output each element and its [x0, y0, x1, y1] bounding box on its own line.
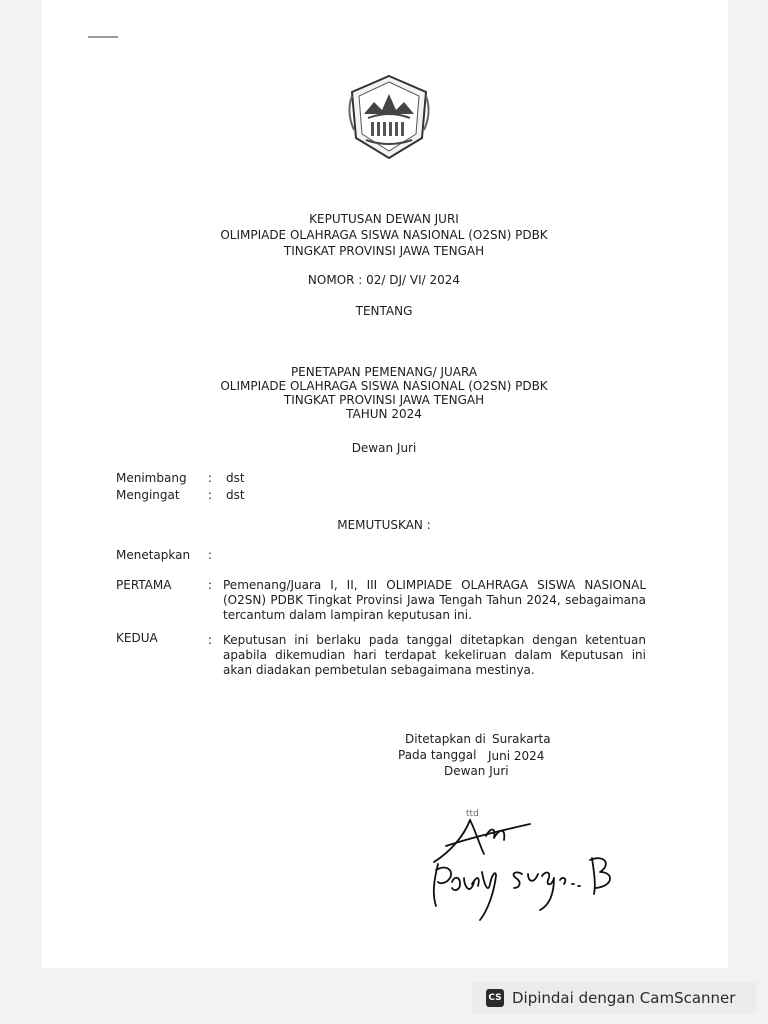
- date-value: Juni 2024: [488, 749, 545, 763]
- camscanner-watermark: [472, 982, 756, 1014]
- decree-number: NOMOR : 02/ DJ/ VI/ 2024: [307, 273, 461, 287]
- subject-block: [0, 365, 768, 421]
- signatory-label: Dewan Juri: [444, 764, 509, 778]
- menetapkan-label: Menetapkan: [116, 548, 191, 562]
- place-value: Surakarta: [492, 732, 551, 746]
- mengingat-colon: :: [208, 488, 213, 502]
- decision-heading: MEMUTUSKAN :: [337, 518, 431, 532]
- kedua-text: Keputusan ini berlaku pada tanggal ditetapkan dengan ketentuan apabila dikemudian hari terdapat kekeliruan dalam Keputusan ini akan diadakan pembetulan sebagaimana mestinya.: [223, 633, 646, 677]
- tentang-label: TENTANG: [355, 304, 413, 318]
- menimbang-value: dst: [226, 471, 245, 485]
- menetapkan-colon: :: [208, 548, 213, 562]
- issuer-label: Dewan Juri: [351, 441, 417, 455]
- pertama-colon: :: [208, 578, 213, 592]
- date-label: Pada tanggal: [398, 748, 477, 762]
- menimbang-colon: :: [208, 471, 213, 485]
- ttd-mark: ttd: [466, 809, 479, 819]
- header-title: KEPUTUSAN DEWAN JURI: [309, 212, 459, 226]
- kedua-label: KEDUA: [116, 631, 158, 645]
- camscanner-text: Dipindai dengan CamScanner: [512, 989, 736, 1007]
- header-event: OLIMPIADE OLAHRAGA SISWA NASIONAL (O2SN) PDBK: [220, 228, 548, 242]
- mengingat-label: Mengingat: [116, 488, 180, 502]
- scan-mark: [88, 36, 118, 38]
- mengingat-value: dst: [226, 488, 245, 502]
- jawa-tengah-emblem-icon: [344, 72, 434, 162]
- subject-year: TAHUN 2024: [346, 407, 422, 421]
- pertama-text: Pemenang/Juara I, II, III OLIMPIADE OLAHRAGA SISWA NASIONAL (O2SN) PDBK Tingkat Provinsi Jawa Tengah Tahun 2024, sebagaimana tercantum dalam lampiran keputusan ini.: [223, 578, 646, 622]
- handwritten-signature-icon: [424, 812, 624, 922]
- subject-event: OLIMPIADE OLAHRAGA SISWA NASIONAL (O2SN) PDBK: [220, 379, 548, 393]
- camscanner-logo-icon: CS: [486, 989, 504, 1007]
- kedua-colon: :: [208, 633, 213, 647]
- subject-title: PENETAPAN PEMENANG/ JUARA: [290, 365, 478, 379]
- header-block: [0, 211, 768, 259]
- subject-level: TINGKAT PROVINSI JAWA TENGAH: [283, 393, 485, 407]
- pertama-label: PERTAMA: [116, 578, 172, 592]
- menimbang-label: Menimbang: [116, 471, 187, 485]
- header-level: TINGKAT PROVINSI JAWA TENGAH: [283, 244, 485, 258]
- place-label: Ditetapkan di: [405, 732, 486, 746]
